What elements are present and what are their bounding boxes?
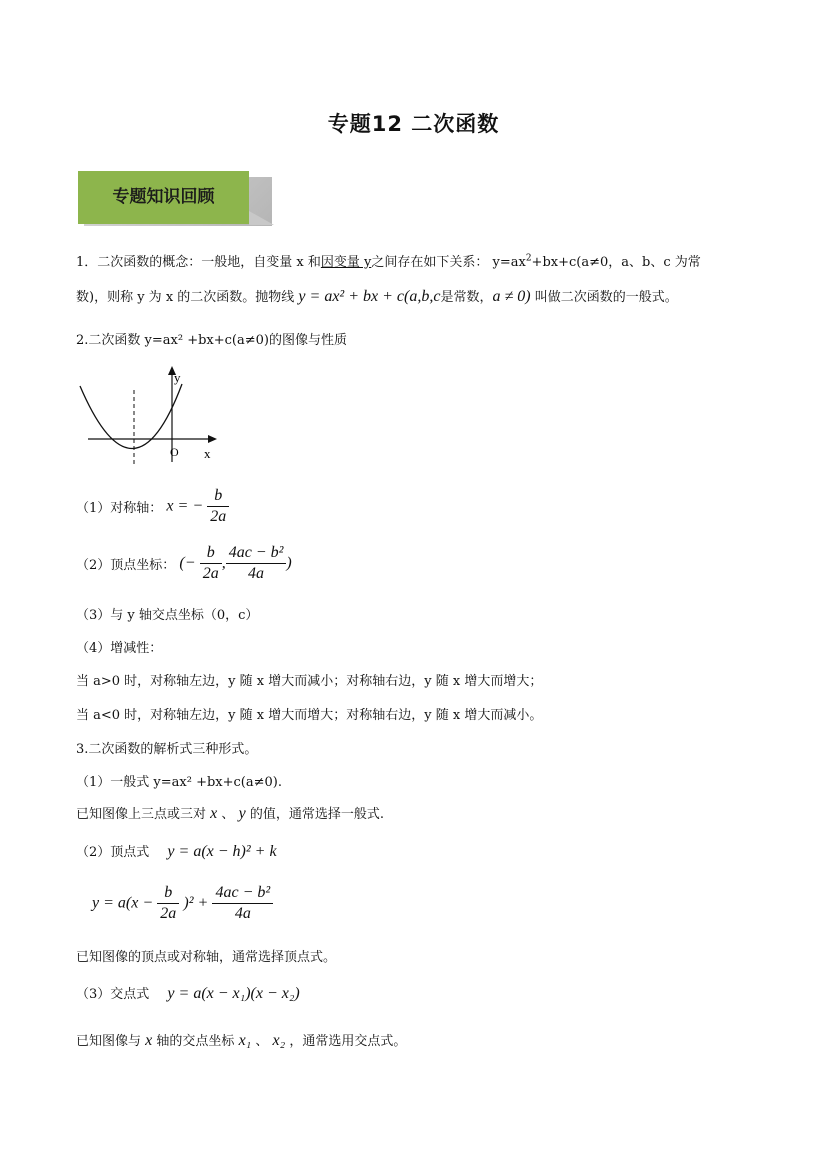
vertex-form-label: （2）顶点式	[76, 845, 150, 860]
vertex-form-note: 已知图像的顶点或对称轴，通常选择顶点式。	[76, 950, 337, 965]
s3-heading: 3.二次函数的解析式三种形式。	[76, 742, 258, 757]
axis-label: （1）对称轴：	[76, 501, 163, 516]
root-note-x1: x₁	[238, 1032, 252, 1049]
vertex-expanded-left: y = a(x −	[92, 894, 154, 912]
root-note-d: ，通常选用交点式。	[289, 1034, 407, 1049]
monotonicity-a-negative: 当 a<0 时，对称轴左边，y 随 x 增大而增大；对称轴右边，y 随 x 增大而减小。	[76, 708, 543, 723]
axis-den: 2a	[210, 508, 227, 525]
parabola-graph	[76, 362, 226, 467]
s1-line1c: +bx+c(a≠0，a、b、c 为常	[531, 255, 701, 270]
general-note-y: y	[238, 805, 246, 822]
general-note-a: 已知图像上三点或三对	[76, 807, 207, 822]
vertex-form-formula: y = a(x − h)² + k	[167, 843, 277, 860]
vertex-fraction-2	[226, 543, 287, 584]
origin-label: O	[170, 445, 179, 459]
y-intercept: （3）与 y 轴交点坐标（0，c）	[76, 608, 259, 623]
vertex-form	[76, 841, 277, 861]
general-note-c: 的值，通常选择一般式.	[249, 807, 384, 822]
x-axis-label: x	[204, 446, 211, 461]
intercept-form-label: （3）交点式	[76, 987, 150, 1002]
s1-line1: 1．二次函数的概念：一般地，自变量 x 和因变量 y之间存在如下关系： $y=ax^2+bx+c(a\ne 0$，a、b、c 为常	[76, 253, 701, 270]
general-form: （1）一般式 y=ax² +bx+c(a≠0).	[76, 775, 282, 790]
vertex-form-expanded	[92, 883, 273, 924]
s1-line2	[76, 286, 678, 306]
vertex-num1: b	[200, 543, 222, 564]
vertex-open: (−	[179, 554, 196, 572]
s1-line2b: 是常数，	[440, 290, 493, 305]
axis-num: b	[207, 486, 229, 507]
vertex-comma: ,	[221, 554, 226, 572]
axis-of-symmetry	[76, 486, 229, 527]
axis-fraction	[207, 486, 229, 527]
vertex-expanded-den2: 4a	[234, 905, 251, 922]
vertex-num2: 4ac − b²	[226, 543, 287, 564]
vertex-den2: 4a	[248, 565, 265, 582]
x-axis-arrow	[208, 435, 217, 443]
y-axis-label: y	[174, 370, 181, 385]
root-note-b: 轴的交点坐标	[156, 1034, 235, 1049]
root-note-x2: x₂	[272, 1032, 286, 1049]
s1-line1b: 之间存在如下关系： y=ax	[371, 255, 526, 270]
vertex-expanded-fraction-1	[157, 883, 179, 924]
vertex-expanded-den1: 2a	[160, 905, 177, 922]
s1-line1-underlined: 因变量 y	[320, 255, 372, 270]
intercept-form	[76, 983, 300, 1003]
intercept-form-note	[76, 1030, 406, 1050]
monotonicity-heading: （4）增减性：	[76, 641, 163, 656]
banner-label: 专题知识回顾	[112, 187, 215, 207]
vertex-close: )	[286, 554, 292, 572]
root-note-x: x	[145, 1032, 153, 1049]
vertex-expanded-num1: b	[157, 883, 179, 904]
vertex-expanded-fraction-2	[212, 883, 273, 924]
vertex-expanded-num2: 4ac − b²	[212, 883, 273, 904]
s1-line1a: 1．二次函数的概念：一般地，自变量 x 和	[76, 255, 321, 270]
vertex-coordinates	[76, 543, 292, 584]
banner-fold	[249, 211, 274, 225]
general-note-x: x	[210, 805, 218, 822]
vertex-expanded-mid: )² +	[183, 894, 209, 912]
vertex-label: （2）顶点坐标：	[76, 558, 176, 573]
general-note-b: 、	[221, 807, 235, 822]
s1-line2a: 数)，则称 y 为 x 的二次函数。抛物线	[76, 290, 295, 305]
s1-line2c: 叫做二次函数的一般式。	[534, 290, 678, 305]
s1-line2-cond: a ≠ 0)	[492, 288, 531, 305]
intercept-form-formula: y = a(x − x₁)(x − x₂)	[167, 985, 300, 1002]
vertex-fraction-1	[200, 543, 222, 584]
section-banner	[78, 171, 273, 227]
s1-line2-formula: y = ax² + bx + c(a,b,c	[298, 288, 441, 305]
root-note-c: 、	[255, 1034, 269, 1049]
page-title: 专题12 二次函数	[327, 112, 500, 136]
general-form-note	[76, 803, 384, 823]
axis-formula-left: x = −	[166, 497, 204, 515]
monotonicity-a-positive: 当 a>0 时，对称轴左边，y 随 x 增大而减小；对称轴右边，y 随 x 增大而增大；	[76, 674, 543, 689]
s2-heading: 2.二次函数 y=ax² +bx+c(a≠0)的图像与性质	[76, 333, 347, 348]
root-note-a: 已知图像与	[76, 1034, 142, 1049]
vertex-den1: 2a	[202, 565, 219, 582]
